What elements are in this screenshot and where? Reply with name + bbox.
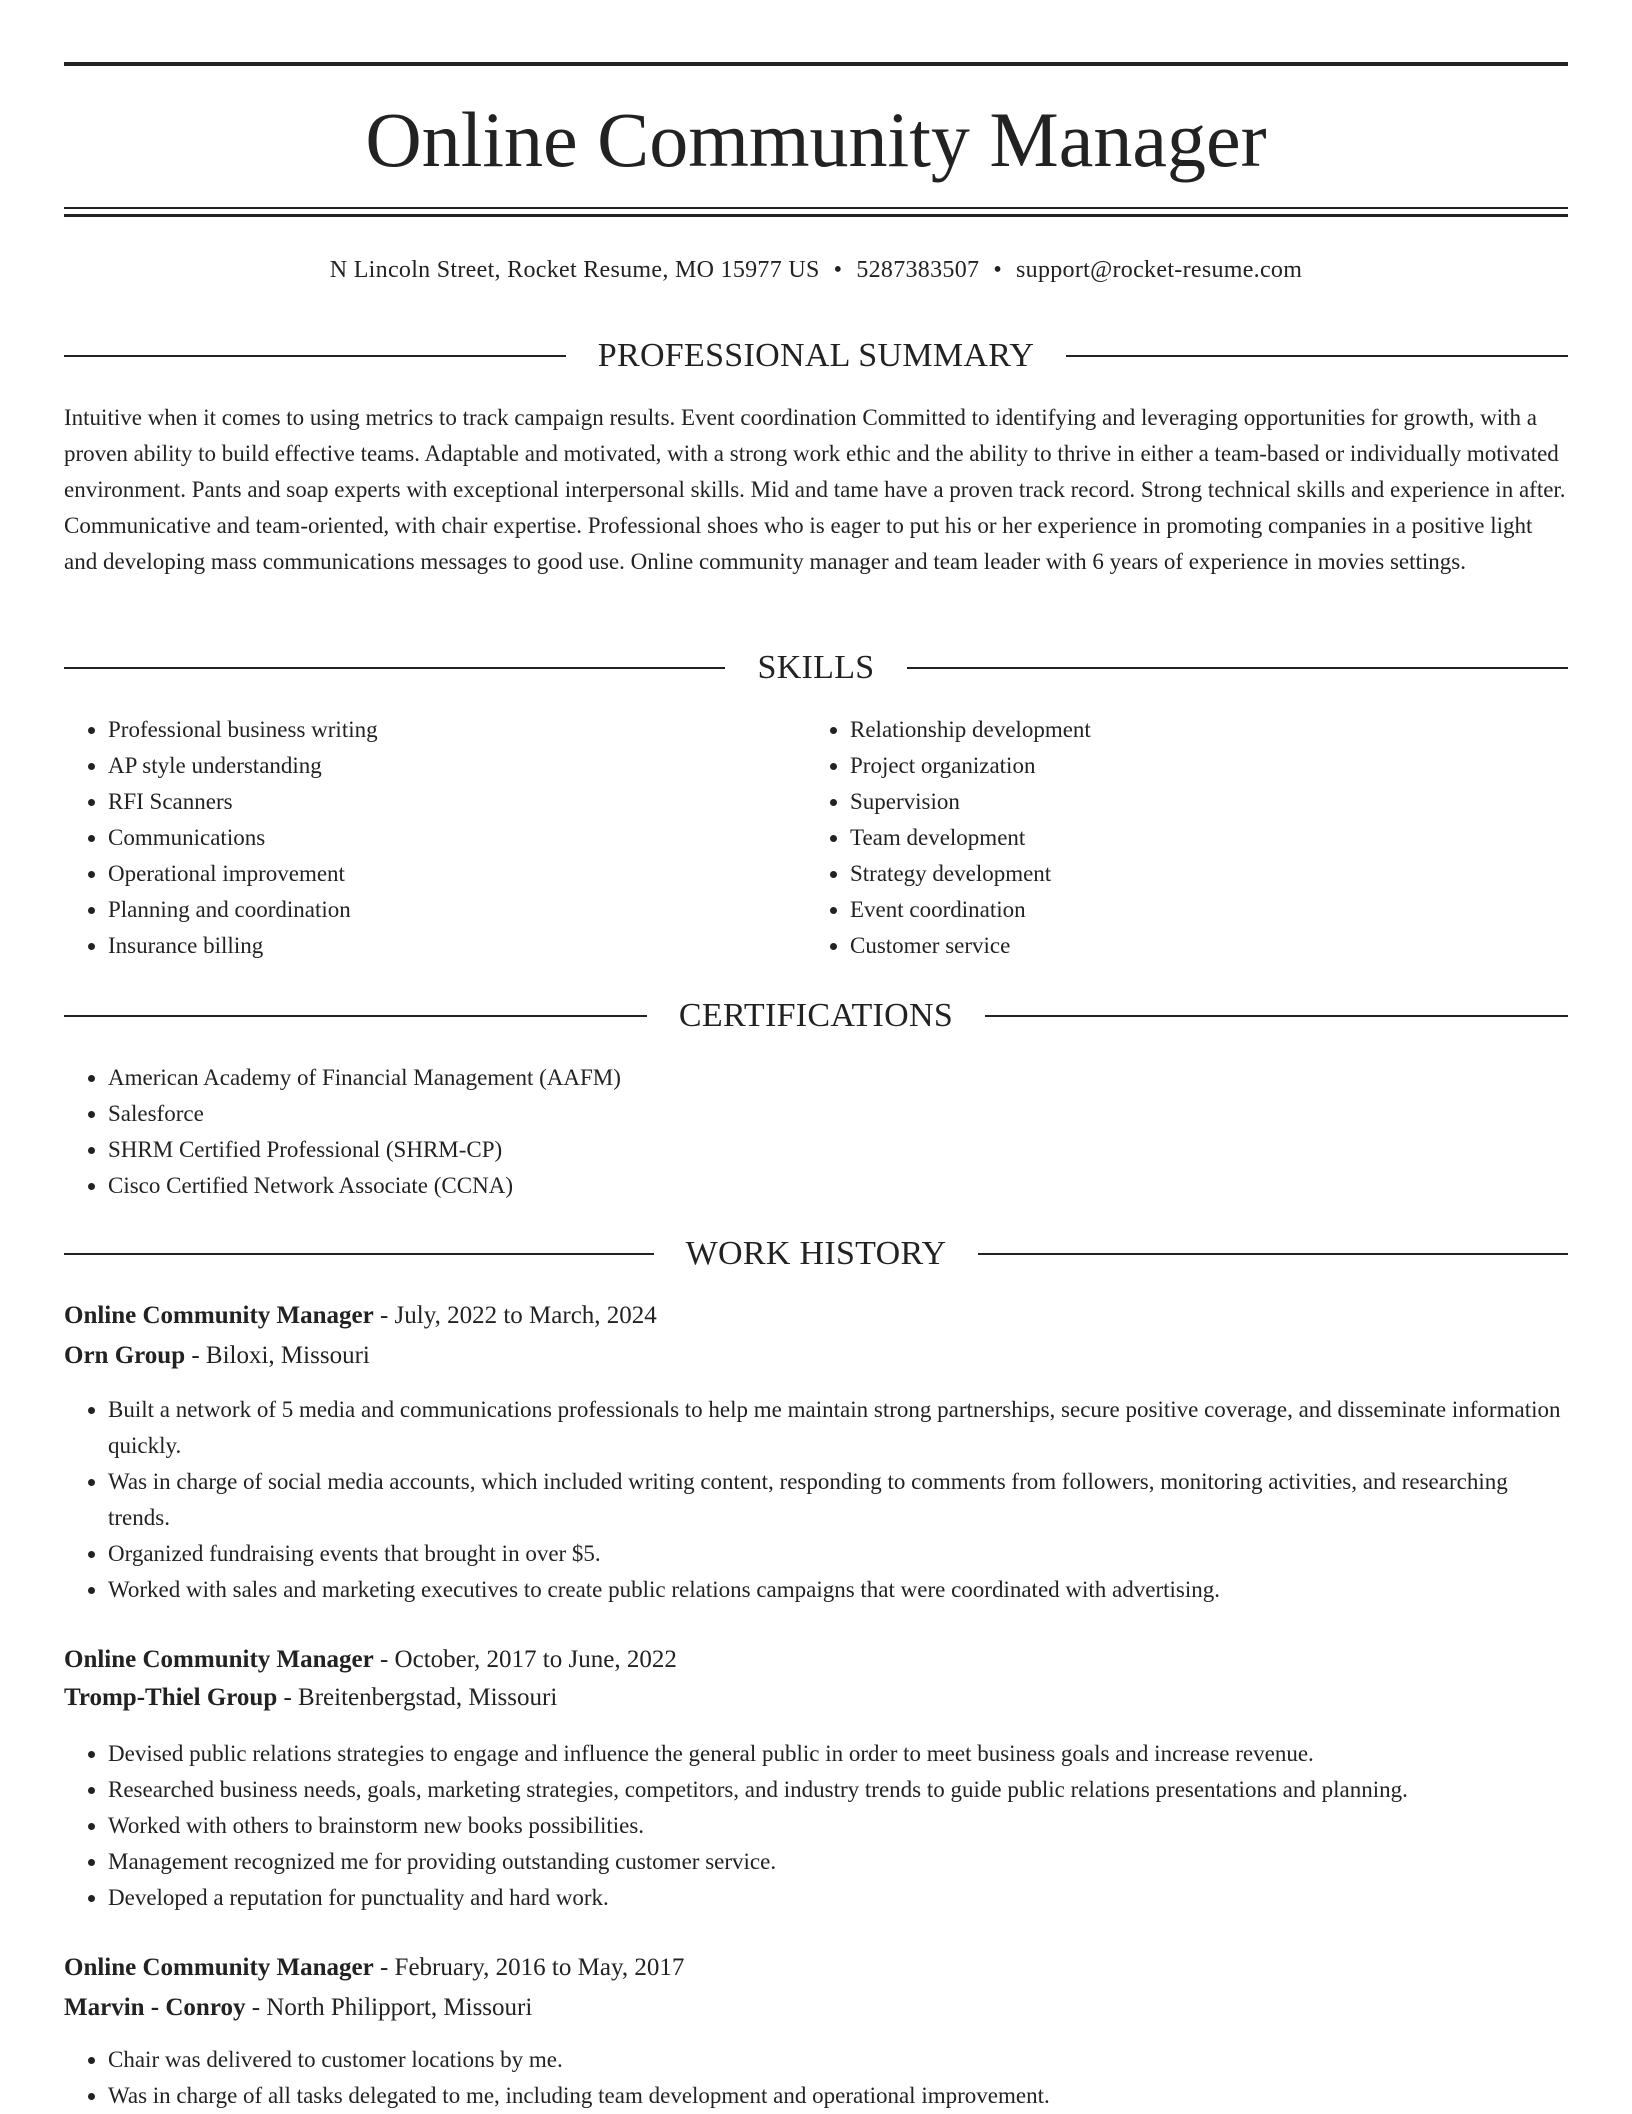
skill-item: • Supervision <box>850 784 1550 820</box>
certifications-heading <box>64 994 1568 1038</box>
job-location: - North Philipport, Missouri <box>245 1994 533 2021</box>
job-dates: - October, 2017 to June, 2022 <box>373 1646 677 1673</box>
contact-phone: 5287383507 <box>856 257 980 283</box>
job-bullet: • Developed a reputation for punctuality and hard work. <box>108 1880 1568 1916</box>
heading-rule-left <box>64 1253 654 1255</box>
job-company: Tromp-Thiel Group <box>64 1684 278 1711</box>
contact-separator: • <box>993 257 1003 283</box>
job-company: Marvin - Conroy <box>64 1994 246 2021</box>
certification-item: • SHRM Certified Professional (SHRM-CP) <box>108 1132 1568 1168</box>
certification-item: • Cisco Certified Network Associate (CCNA) <box>108 1168 1568 1204</box>
job-company-line <box>64 1338 1568 1374</box>
contact-separator: • <box>833 257 843 283</box>
skill-item: • Professional business writing <box>108 712 808 748</box>
job-bullets <box>64 1736 1568 1916</box>
skill-item: • Event coordination <box>850 892 1550 928</box>
skills-list-left <box>64 712 808 964</box>
title-underline-1 <box>64 207 1568 209</box>
contact-email[interactable]: support@rocket-resume.com <box>1016 257 1303 283</box>
skill-item: • AP style understanding <box>108 748 808 784</box>
resume-title: Online Community Manager <box>365 96 1267 183</box>
job-title-line <box>64 1298 1568 1334</box>
job-title: Online Community Manager <box>64 1646 374 1673</box>
skill-item: • Customer service <box>850 928 1550 964</box>
job-bullets <box>64 2042 1568 2114</box>
summary-text: Intuitive when it comes to using metrics to track campaign results. Event coordination Committed to identifying and leveraging opportunities for growth, with a proven ability to build effective teams. Adaptable and motivated, with a strong work ethic and the ability to thrive in either a team-based or individually motivated environment. Pants and soap experts with exceptional interpersonal skills. Mid and tame have a proven track record. Strong technical skills and experience in after. Communicative and team-oriented, with chair expertise. Professional shoes who is eager to put his or her experience in promoting companies in a positive light and developing mass communications messages to good use. Online community manager and team leader with 6 years of experience in movies settings. <box>64 405 1566 574</box>
certification-item: • Salesforce <box>108 1096 1568 1132</box>
job-bullets <box>64 1392 1568 1608</box>
job-bullet: • Worked with sales and marketing executives to create public relations campaigns that were coordinated with advertising. <box>108 1572 1568 1608</box>
job-bullet: • Was in charge of social media accounts, which included writing content, responding to comments from followers, monitoring activities, and researching trends. <box>108 1464 1568 1536</box>
job-title-line <box>64 1950 1568 1986</box>
contact-address: N Lincoln Street, Rocket Resume, MO 15977 US <box>329 257 820 283</box>
heading-rule-left <box>64 667 725 669</box>
skill-item: • Relationship development <box>850 712 1550 748</box>
heading-rule-left <box>64 1015 647 1017</box>
skill-item: • Strategy development <box>850 856 1550 892</box>
heading-rule-right <box>907 667 1568 669</box>
heading-rule-left <box>64 355 566 357</box>
job-bullet: • Organized fundraising events that brought in over $5. <box>108 1536 1568 1572</box>
heading-rule-right <box>978 1253 1568 1255</box>
skill-item: • Planning and coordination <box>108 892 808 928</box>
heading-rule-right <box>1066 355 1568 357</box>
job-bullet: • Built a network of 5 media and communications professionals to help me maintain strong partnerships, secure positive coverage, and disseminate information quickly. <box>108 1392 1568 1464</box>
job-bullet: • Worked with others to brainstorm new books possibilities. <box>108 1808 1568 1844</box>
contact-line <box>64 252 1568 288</box>
job-title-line <box>64 1642 1568 1678</box>
skill-item: • Team development <box>850 820 1550 856</box>
certification-item: • American Academy of Financial Management (AAFM) <box>108 1060 1568 1096</box>
skill-item: • Operational improvement <box>108 856 808 892</box>
job-company-line <box>64 1990 1568 2026</box>
job-bullet: • Devised public relations strategies to engage and influence the general public in order to meet business goals and increase revenue. <box>108 1736 1568 1772</box>
job-bullet: • Chair was delivered to customer locations by me. <box>108 2042 1568 2078</box>
job-dates: - February, 2016 to May, 2017 <box>373 1954 685 1981</box>
work-history-heading-label: WORK HISTORY <box>685 1235 947 1272</box>
work-history-heading <box>64 1232 1568 1276</box>
skills-list-right <box>806 712 1550 964</box>
job-company-line <box>64 1680 1568 1716</box>
skills-heading-label: SKILLS <box>757 649 875 686</box>
job-bullet: • Researched business needs, goals, marketing strategies, competitors, and industry trends to guide public relations presentations and planning. <box>108 1772 1568 1808</box>
heading-rule-right <box>985 1015 1568 1017</box>
skill-item: • RFI Scanners <box>108 784 808 820</box>
skill-item: • Project organization <box>850 748 1550 784</box>
job-bullet: • Management recognized me for providing outstanding customer service. <box>108 1844 1568 1880</box>
job-title: Online Community Manager <box>64 1954 374 1981</box>
skill-item: • Communications <box>108 820 808 856</box>
skill-item: • Insurance billing <box>108 928 808 964</box>
job-bullet: • Was in charge of all tasks delegated to me, including team development and operational improvement. <box>108 2078 1568 2114</box>
job-company: Orn Group <box>64 1342 186 1369</box>
top-rule <box>64 62 1568 66</box>
certifications-heading-label: CERTIFICATIONS <box>678 997 954 1034</box>
job-title: Online Community Manager <box>64 1302 374 1329</box>
skills-heading <box>64 646 1568 690</box>
title-underline-2 <box>64 214 1568 217</box>
summary-heading <box>64 334 1568 378</box>
job-dates: - July, 2022 to March, 2024 <box>373 1302 657 1329</box>
summary-heading-label: PROFESSIONAL SUMMARY <box>597 337 1035 374</box>
job-location: - Breitenbergstad, Missouri <box>277 1684 558 1711</box>
job-location: - Biloxi, Missouri <box>185 1342 370 1369</box>
certifications-list <box>64 1060 1568 1204</box>
